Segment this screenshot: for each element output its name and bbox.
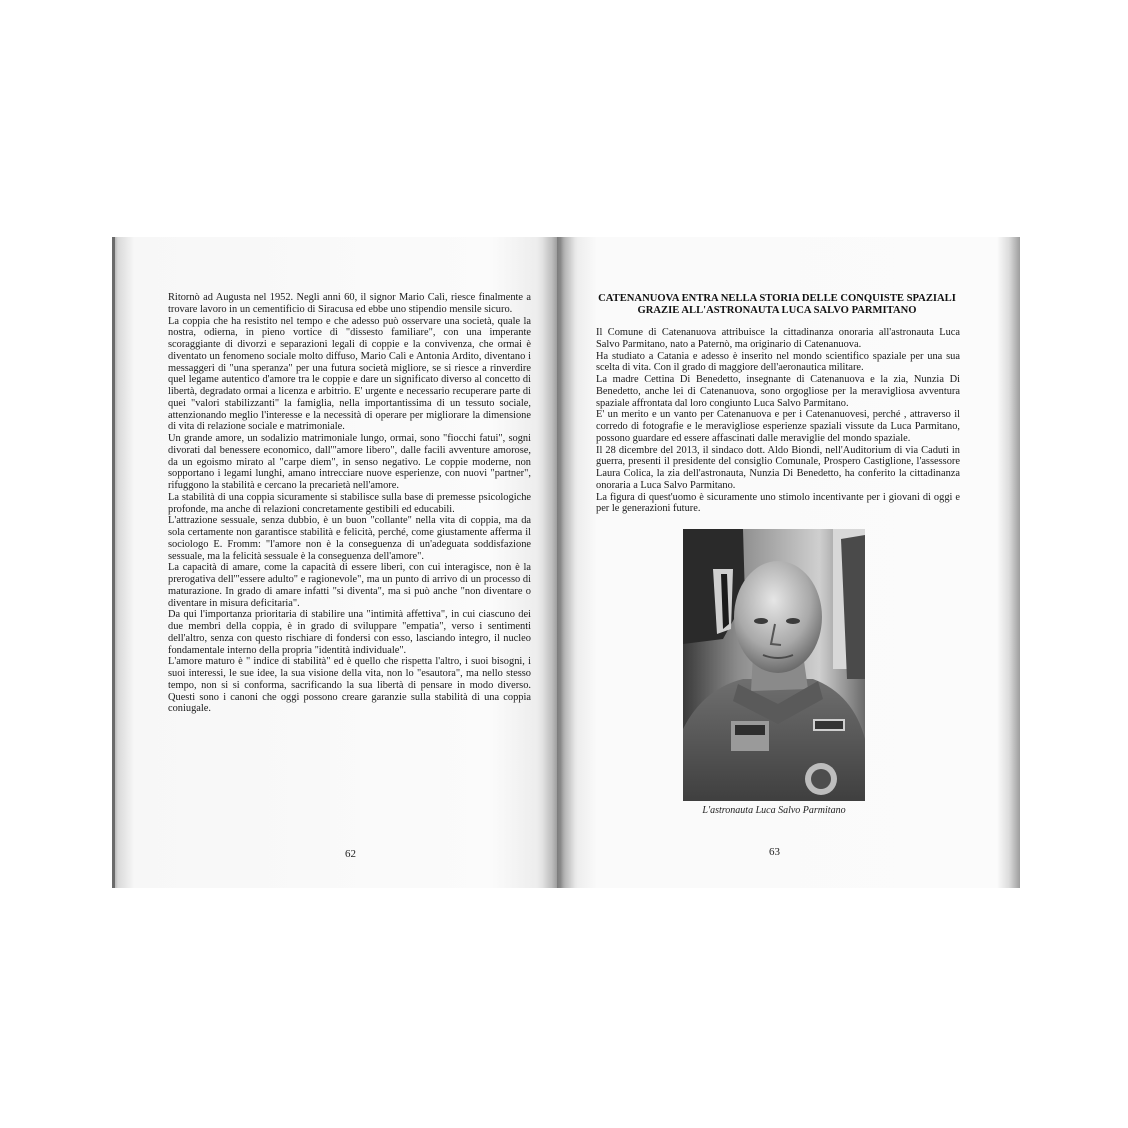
paragraph: Ritornò ad Augusta nel 1952. Negli anni 60, il signor Mario Calì, riesce finalmente a trovare lavoro in un cementificio di Siracusa ed ebbe uno stipendio mensile sicuro.: [168, 292, 531, 315]
photo-caption: L'astronauta Luca Salvo Parmitano: [702, 805, 846, 816]
page-number: 63: [769, 846, 780, 858]
paragraph: Ha studiato a Catania e adesso è inserito nel mondo scientifico spaziale per una sua scelta di vita. Con il grado di maggiore dell'aeronautica militare.: [596, 350, 960, 374]
paragraph: L'amore maturo è " indice di stabilità" ed è quello che rispetta l'altro, i suoi bisogni, i suoi interessi, le sue idee, la sua visione della vita, non lo "esautora", ma nello stesso tempo, non si si conforma, sacrificando la sua libertà di pensare in modo diverso. Questi sono i canoni che oggi possono creare garanzie sulla stabilità di una coppia coniugale.: [168, 656, 531, 715]
paragraph: La capacità di amare, come la capacità di essere liberi, con cui interagisce, non è la prerogativa dell'"essere adulto" e ragionevole", ma un punto di arrivo di un processo di maturazione. In grado di amare infatti "si diventa", ma si può anche "non diventare o diventare in misura deficitaria".: [168, 562, 531, 609]
title-line: CATENANUOVA ENTRA NELLA STORIA DELLE CONQUISTE SPAZIALI: [598, 293, 956, 304]
astronaut-photo: [683, 529, 865, 801]
paragraph: La figura di quest'uomo è sicuramente uno stimolo incentivante per i giovani di oggi e per le generazioni future.: [596, 491, 960, 515]
paragraph: Un grande amore, un sodalizio matrimoniale lungo, ormai, sono "fiocchi fatui", sogni divorati dal benessere economico, dall'"amore libero", dalle facili avventure amorose, da un egoismo mirato al "carpe diem", in senso negativo. Le coppie moderne, non sopportano i legami lunghi, amano intrecciare nuove esperienze, con nuovi "partner", rifuggono la stabilità e cercano la precarietà nell'amore.: [168, 433, 531, 491]
left-page-text: [168, 292, 531, 715]
page-edge: [112, 237, 115, 888]
page-number: 62: [345, 848, 356, 860]
right-page-text: [596, 327, 960, 515]
paragraph: E' un merito e un vanto per Catenanuova e per i Catenanuovesi, perché , attraverso il corredo di fotografie e le meravigliose esperienze spaziali vissute da Luca Parmitano, possono guardare ed essere affascinati dalle meraviglie del mondo spaziale.: [596, 409, 960, 444]
paragraph: Da qui l'importanza prioritaria di stabilire una "intimità affettiva", in cui ciascuno dei due membri della coppia, è in grado di sviluppare "empatia", verso i sentimenti dell'altro, senza con questo rischiare di fondersi con esso, lasciando integro, il nucleo fondamentale interno della propria "identità individuale".: [168, 609, 531, 656]
paragraph: La stabilità di una coppia sicuramente si stabilisce sulla base di premesse psicologiche profonde, ma anche di relazioni concretamente gestibili ed educabili.: [168, 491, 531, 515]
paragraph: Il Comune di Catenanuova attribuisce la cittadinanza onoraria all'astronauta Luca Salvo Parmitano, nato a Paternò, ma originario di Catenanuova.: [596, 327, 960, 350]
book-gutter: [542, 237, 578, 888]
article-title: [598, 293, 956, 316]
paragraph: Il 28 dicembre del 2013, il sindaco dott. Aldo Biondi, nell'Auditorium di via Caduti in guerra, presenti il presidente del consiglio Comunale, Prospero Castiglione, l'assessore Laura Colica, la zia dell'astronauta, Nunzia Di Benedetto, ha conferito la cittadinanza onoraria a Luca Salvo Parmitano.: [596, 444, 960, 491]
paragraph: La madre Cettina Di Benedetto, insegnante di Catenanuova e la zia, Nunzia Di Benedetto, anche lei di Catenanuova, sono orgogliose per la meravigliosa avventura spaziale affrontata dal loro congiunto Luca Salvo Parmitano.: [596, 374, 960, 409]
paragraph: L'attrazione sessuale, senza dubbio, è un buon "collante" nella vita di coppia, ma da sola certamente non garantisce stabilità e felicità, perché, come giustamente afferma il sociologo E. Fromm: "l'amore non è la conseguenza di un'adeguata soddisfazione sessuale, ma la felicità sessuale è la conseguenza dell'amore".: [168, 515, 531, 562]
title-line: GRAZIE ALL'ASTRONAUTA LUCA SALVO PARMITANO: [637, 304, 917, 316]
paragraph: La coppia che ha resistito nel tempo e che adesso può osservare una società, quale la nostra, odierna, in pieno vortice di "dissesto familiare", con una imperante scoraggiante di divorzi e separazioni legali di coppie e la convivenza, che ormai è diventato un fenomeno sociale molto diffuso, Mario Calì e Antonia Ardito, diventano i messaggeri di "una speranza" per una futura società migliore, se si riesce a rinverdire quel legame autentico d'amore tra le coppie e dare un significato diverso al concetto di libertà, degradato ormai a licenza e arbitrio. E' urgente e necessario recuperare parte di quei "valori stabilizzanti" la famiglia, nella importantissima di un tessuto sociale, attenzionando meglio l'interesse e la necessità di operare per migliorare la dimensione di vita di relazione sociale e matrimoniale.: [168, 315, 531, 433]
